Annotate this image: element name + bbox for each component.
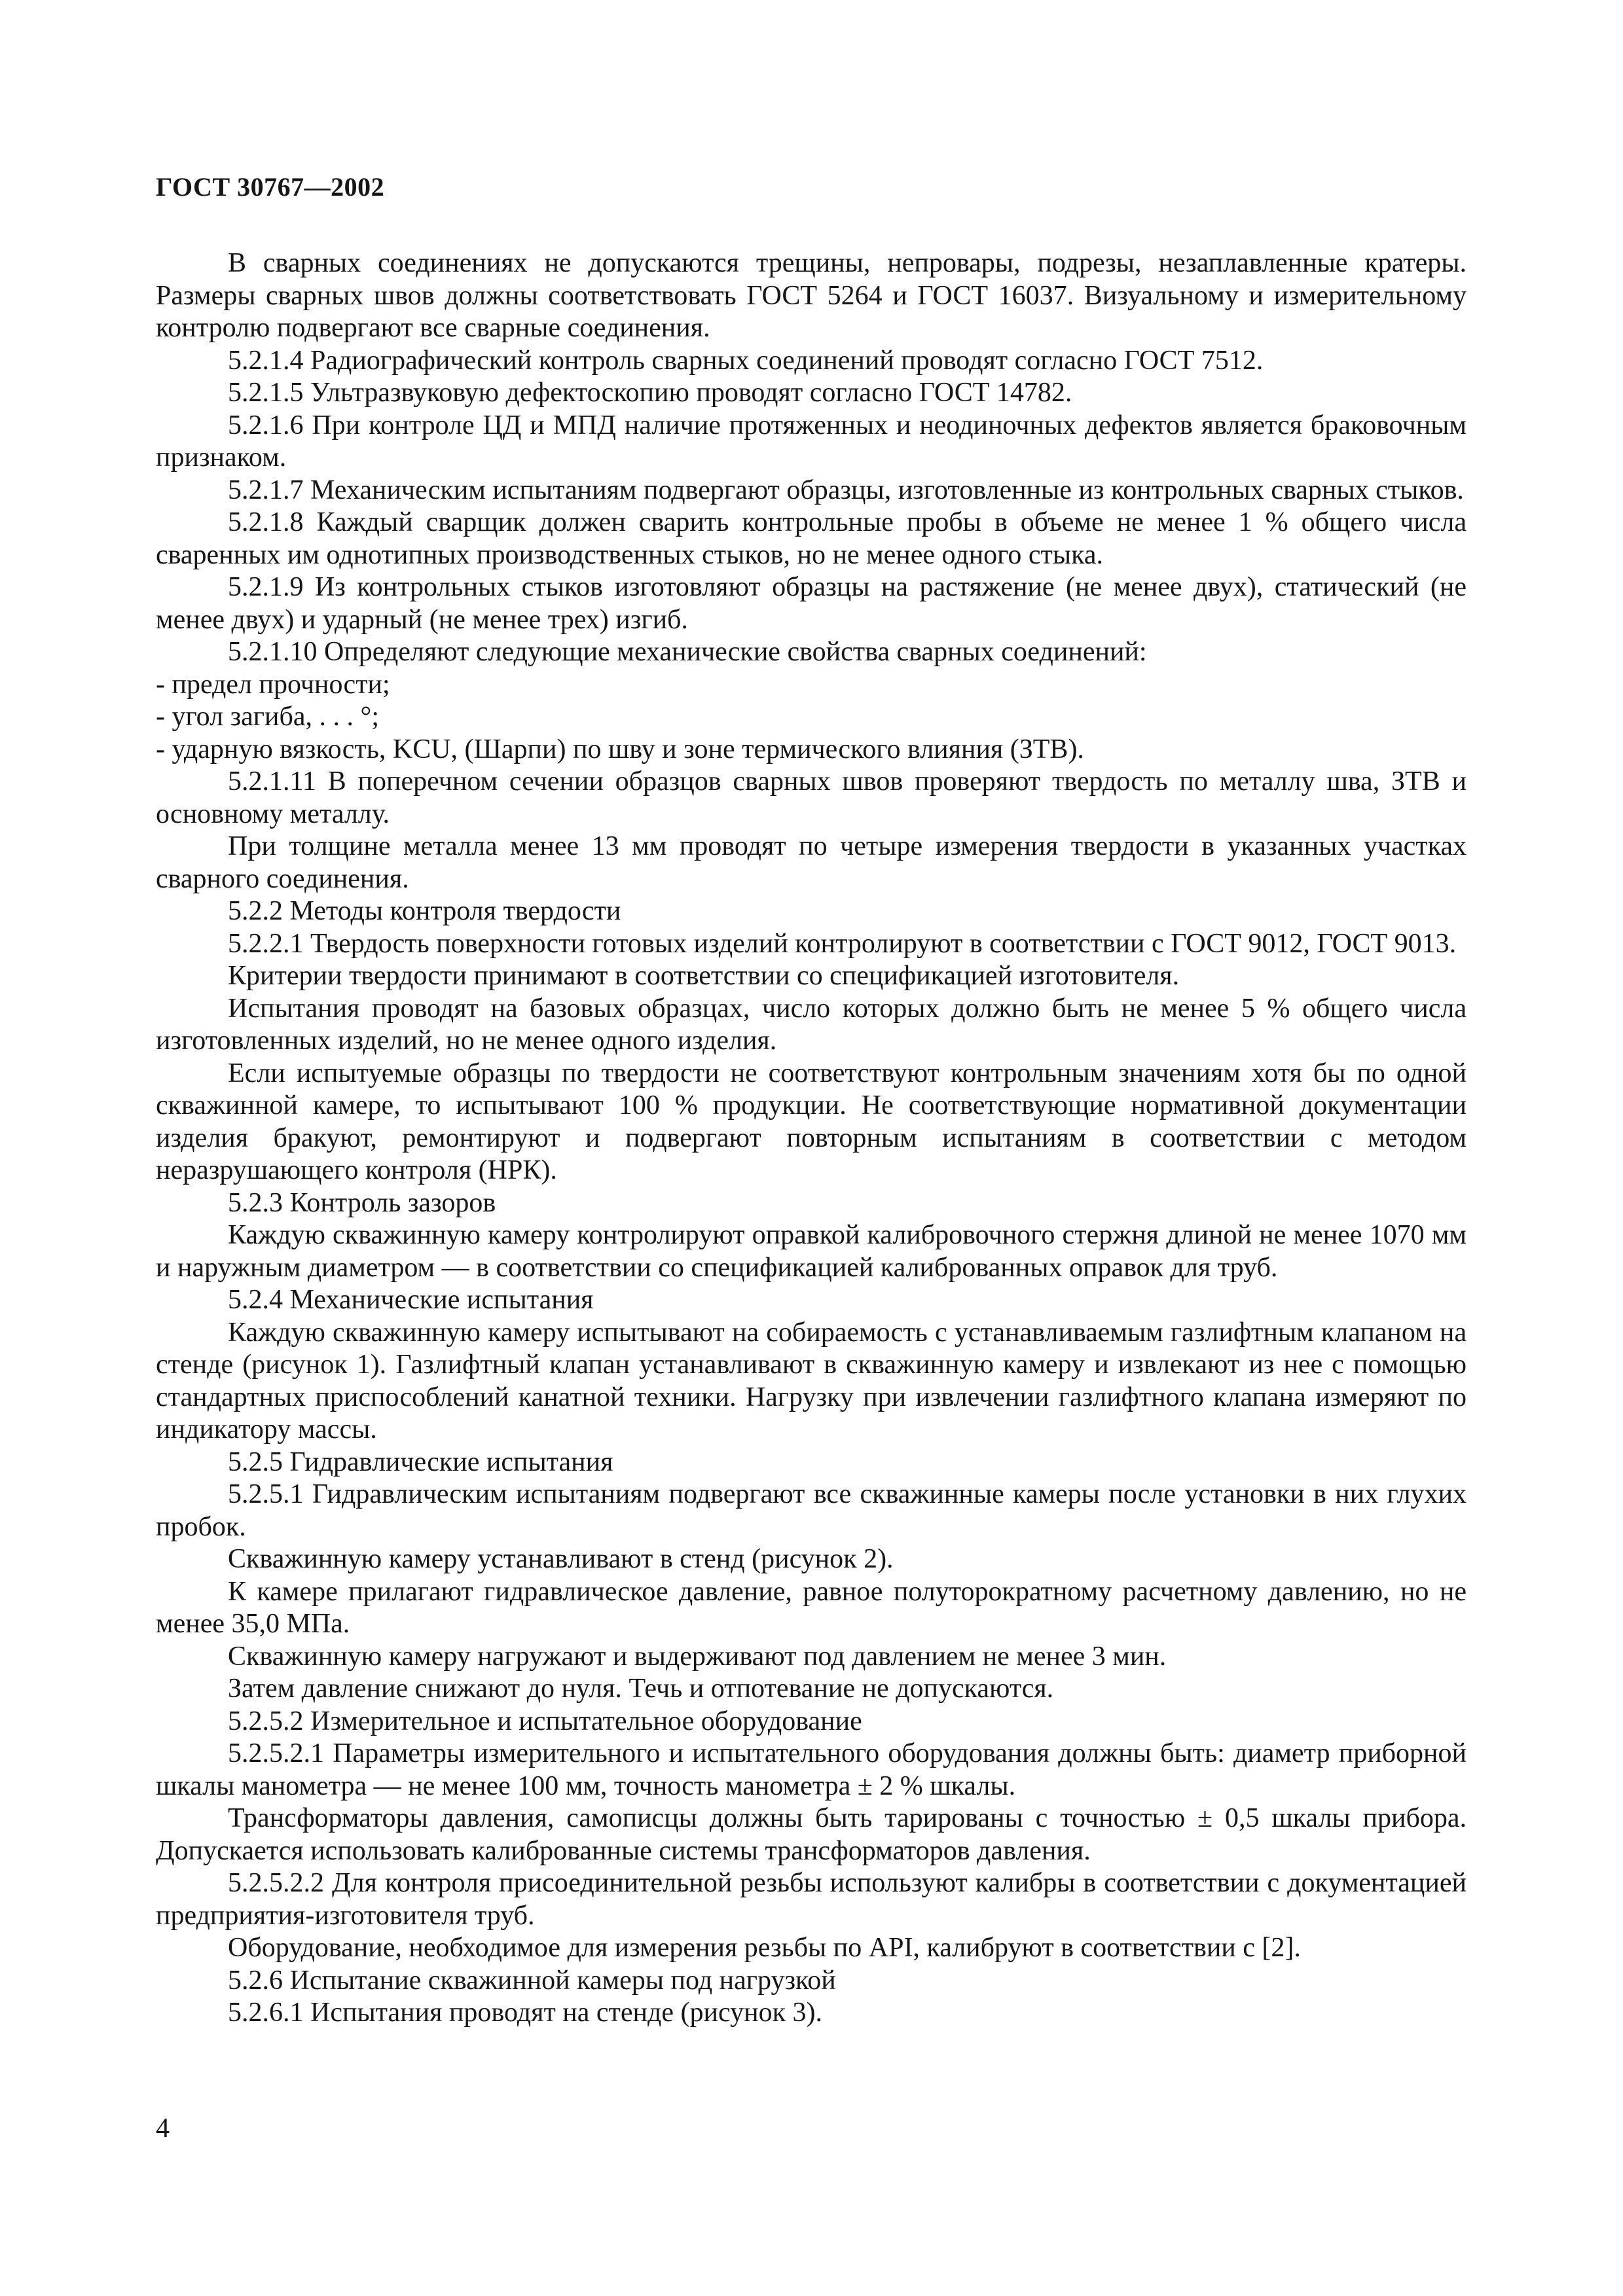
paragraph: 5.2.1.5 Ультразвуковую дефектоскопию проводят согласно ГОСТ 14782. [228,378,1072,408]
section-heading: 5.2.6 Испытание скважинной камеры под нагрузкой [228,1965,836,1996]
paragraph: 5.2.2.1 Твердость поверхности готовых изделий контролируют в соответствии с ГОСТ 9012, ГОСТ 9013. [228,928,1457,959]
paragraph: 5.2.1.8 Каждый сварщик должен сварить контрольные пробы в объеме не менее 1 % общего числа сваренных им однотипных производственных стыков, но не менее одного стыка. [156,507,1467,570]
paragraph: Скважинную камеру устанавливают в стенд (рисунок 2). [228,1544,894,1574]
paragraph: 5.2.1.9 Из контрольных стыков изготовляют образцы на растяжение (не менее двух), статический (не менее двух) и ударный (не менее трех) изгиб. [156,572,1467,635]
paragraph: Трансформаторы давления, самописцы должны быть тарированы с точностью ± 0,5 шкалы прибора. Допускается использовать калиброванные системы трансформаторов давления. [156,1803,1467,1866]
paragraph: 5.2.1.11 В поперечном сечении образцов сварных швов проверяют твердость по металлу шва, ЗТВ и основному металлу. [156,766,1467,829]
paragraph: Затем давление снижают до нуля. Течь и отпотевание не допускаются. [228,1674,1054,1704]
page-number: 4 [156,2113,170,2144]
paragraph: 5.2.1.6 При контроле ЦД и МПД наличие протяженных и неодиночных дефектов является браковочным признаком. [156,410,1467,473]
paragraph: Каждую скважинную камеру контролируют оправкой калибровочного стержня длиной не менее 1070 мм и наружным диаметром — в соответствии со спецификацией калиброванных оправок для труб. [156,1220,1467,1283]
paragraph: 5.2.1.7 Механическим испытаниям подвергают образцы, изготовленные из контрольных сварных стыков. [228,475,1464,505]
paragraph: 5.2.5.2.2 Для контроля присоединительной резьбы используют калибры в соответствии с документацией предприятия-изготовителя труб. [156,1868,1467,1931]
paragraph: 5.2.5.1 Гидравлическим испытаниям подвергают все скважинные камеры после установки в них глухих пробок. [156,1479,1467,1542]
paragraph: Испытания проводят на базовых образцах, число которых должно быть не менее 5 % общего числа изготовленных изделий, но не менее одного изделия. [156,993,1467,1056]
section-heading: 5.2.3 Контроль зазоров [228,1187,496,1218]
paragraph: При толщине металла менее 13 мм проводят по четыре измерения твердости в указанных участках сварного соединения. [156,831,1467,894]
paragraph: Критерии твердости принимают в соответствии со спецификацией изготовителя. [228,961,1180,991]
paragraph: 5.2.5.2.1 Параметры измерительного и испытательного оборудования должны быть: диаметр приборной шкалы манометра — не менее 100 мм, точность манометра ± 2 % шкалы. [156,1738,1467,1801]
document-header: ГОСТ 30767—2002 [156,172,385,202]
list-item: - ударную вязкость, KCU, (Шарпи) по шву и зоне термического влияния (ЗТВ). [156,734,1084,764]
paragraph: В сварных соединениях не допускаются трещины, непровары, подрезы, незаплавленные кратеры. Размеры сварных швов должны соответствовать ГОСТ 5264 и ГОСТ 16037. Визуальному и измерительному контролю подвергают все сварные соединения. [156,248,1467,343]
document-body [156,247,1467,2030]
paragraph: Скважинную камеру нагружают и выдерживают под давлением не менее 3 мин. [228,1641,1167,1672]
paragraph: К камере прилагают гидравлическое давление, равное полуторократному расчетному давлению, но не менее 35,0 МПа. [156,1576,1467,1639]
section-heading: 5.2.5.2 Измерительное и испытательное оборудование [228,1706,862,1736]
paragraph: Каждую скважинную камеру испытывают на собираемость с устанавливаемым газлифтным клапаном на стенде (рисунок 1). Газлифтный клапан устанавливают в скважинную камеру и извлекают из нее с помощью стандартных приспособлений канатной техники. Нагрузку при извлечении газлифтного клапана измеряют по индикатору массы. [156,1317,1467,1444]
paragraph: 5.2.1.10 Определяют следующие механические свойства сварных соединений: [228,637,1147,667]
section-heading: 5.2.4 Механические испытания [228,1285,594,1315]
paragraph: 5.2.1.4 Радиографический контроль сварных соединений проводят согласно ГОСТ 7512. [228,345,1264,376]
paragraph: Оборудование, необходимое для измерения резьбы по API, калибруют в соответствии с [2]. [228,1933,1301,1963]
paragraph: 5.2.6.1 Испытания проводят на стенде (рисунок 3). [228,1998,822,2028]
list-item: - предел прочности; [156,669,390,700]
section-heading: 5.2.5 Гидравлические испытания [228,1446,613,1477]
list-item: - угол загиба, . . . °; [156,702,379,732]
section-heading: 5.2.2 Методы контроля твердости [228,896,621,926]
paragraph: Если испытуемые образцы по твердости не соответствуют контрольным значениям хотя бы по одной скважинной камере, то испытывают 100 % продукции. Не соответствующие нормативной документации изделия бракуют, ремонтируют и подвергают повторным испытаниям в соответствии с методом неразрушающего контроля (НРК). [156,1058,1467,1185]
